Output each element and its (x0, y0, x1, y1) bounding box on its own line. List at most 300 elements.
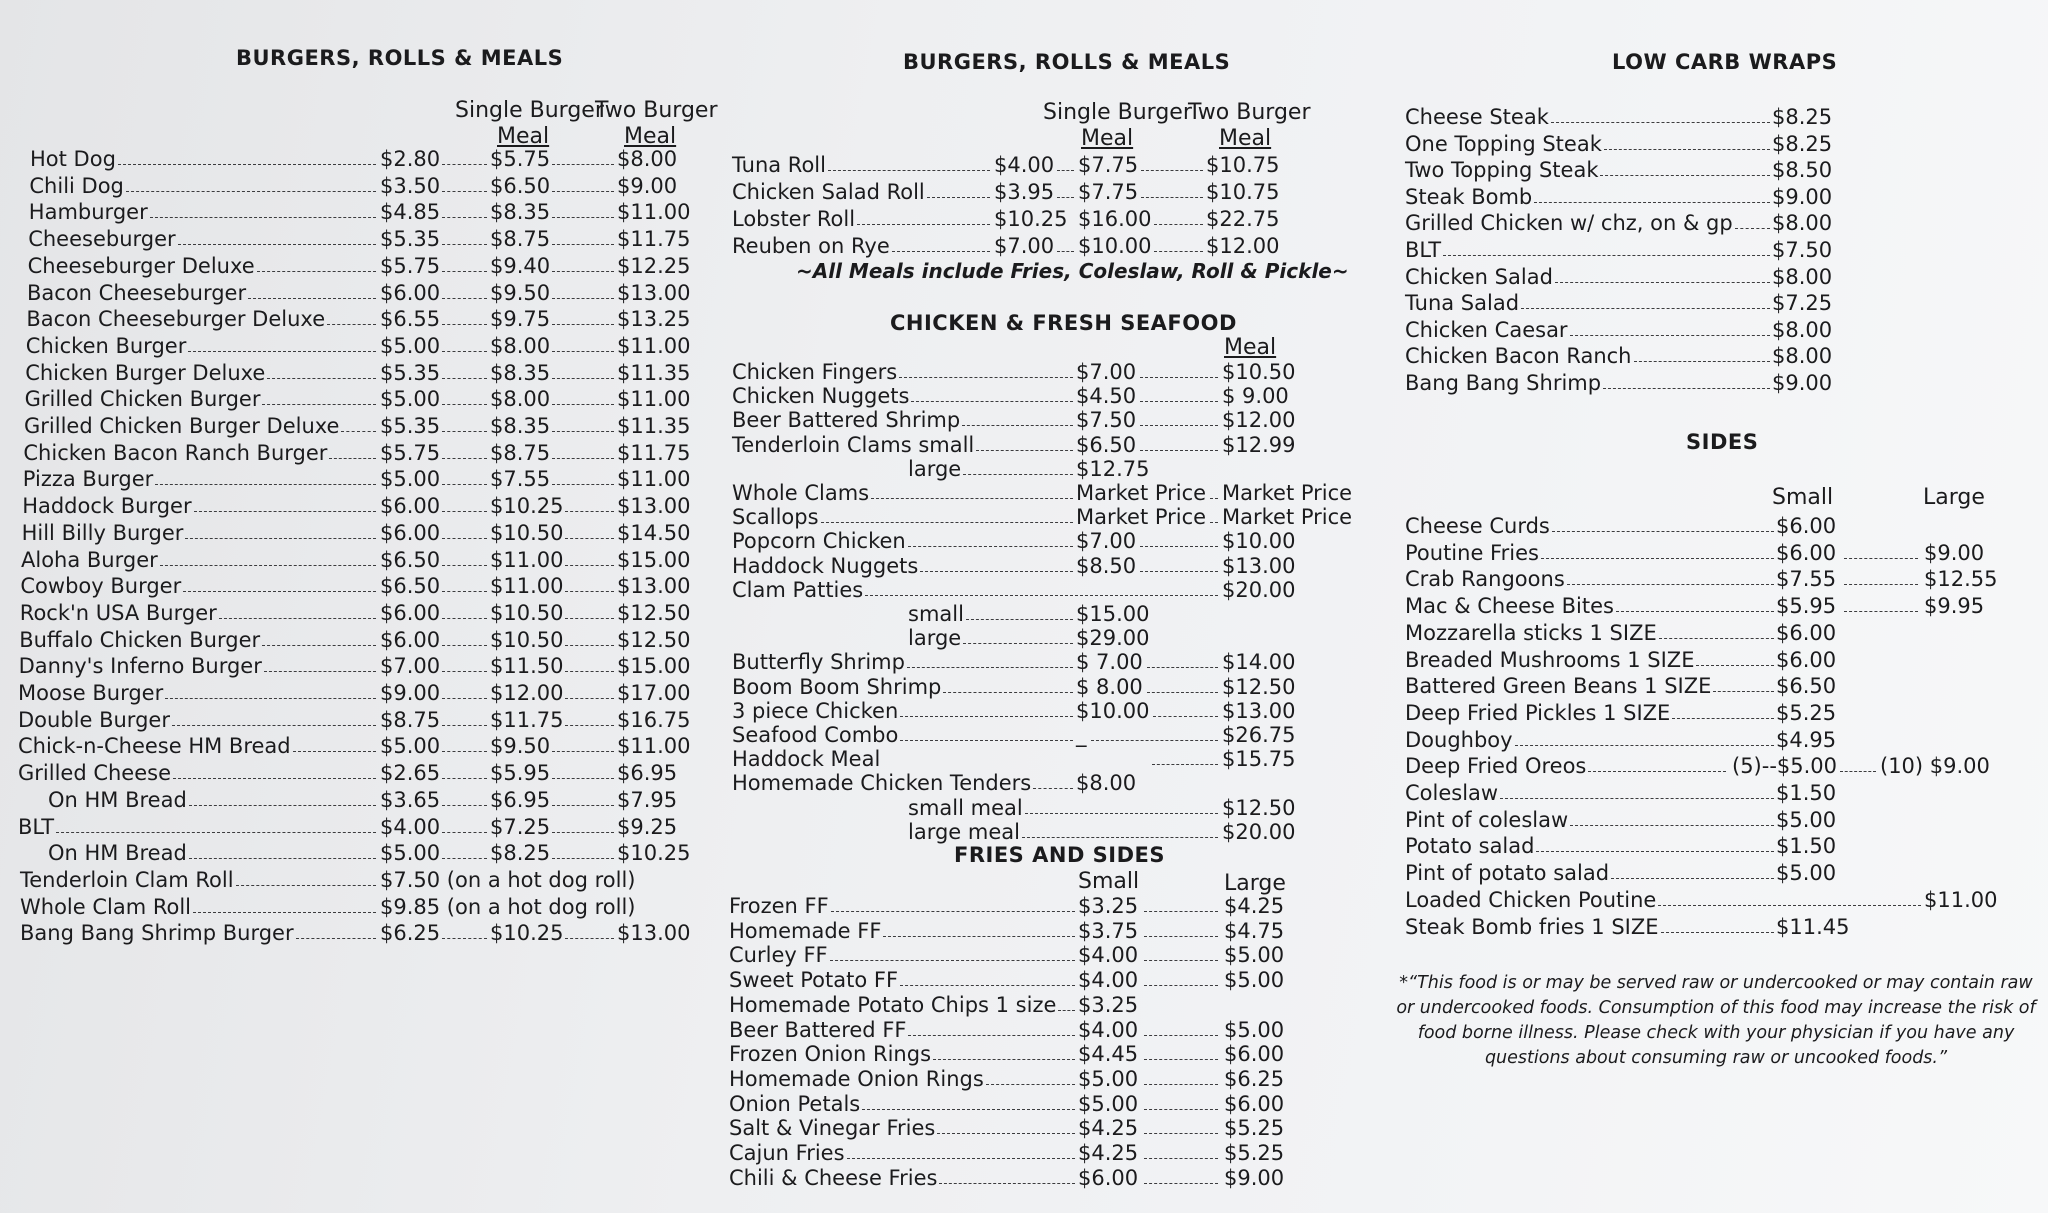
col2-header-meal1: Meal (1081, 126, 1134, 151)
item-price-two-meal: $6.95 (617, 761, 678, 786)
dash-leader (1141, 197, 1203, 198)
seafood-name: Seafood Combo (732, 723, 899, 747)
item-name: Bacon Cheeseburger (27, 280, 247, 305)
item-price-single: $5.00 (380, 333, 441, 358)
roll-price-meal2: $12.00 (1206, 234, 1280, 258)
dash-leader (442, 698, 487, 699)
seafood-meal-header: Meal (1224, 335, 1277, 360)
item-name: Cowboy Burger (20, 574, 182, 599)
wrap-name: Grilled Chicken w/ chz, on & gp (1405, 211, 1733, 236)
item-name: Aloha Burger (21, 547, 158, 572)
item-price-single-meal: $8.75 (490, 227, 551, 252)
item-name: Whole Clam Roll (20, 894, 192, 919)
item-price-two-meal: $12.25 (617, 253, 691, 278)
side-name: Steak Bomb fries 1 SIZE (1405, 914, 1659, 939)
side-name: Cheese Curds (1405, 514, 1550, 538)
side-price-small: $5.95 (1776, 594, 1837, 619)
col1-header-meal1: Meal (497, 124, 550, 149)
dash-leader (963, 474, 1073, 475)
dash-leader (1616, 611, 1774, 612)
col1-header-two: Two Burger (595, 98, 718, 123)
item-name: Bang Bang Shrimp Burger (20, 921, 294, 946)
dash-leader (442, 618, 487, 619)
dash-leader (442, 832, 487, 833)
side-name: Coleslaw (1405, 781, 1499, 805)
dash-leader (442, 324, 487, 325)
roll-price: $3.95 (994, 180, 1055, 204)
dash-leader (552, 351, 614, 352)
item-name: Buffalo Chicken Burger (19, 627, 261, 652)
dash-leader (552, 271, 614, 272)
dash-leader (1144, 911, 1218, 912)
dash-leader (165, 698, 376, 699)
dash-leader (565, 591, 614, 592)
dash-leader (1144, 1035, 1218, 1036)
seafood-title: CHICKEN & FRESH SEAFOOD (890, 311, 1237, 335)
side-name: Potato salad (1405, 834, 1535, 859)
item-price-two-meal: $11.35 (617, 360, 691, 385)
dash-leader (1844, 611, 1918, 612)
wrap-price: $9.00 (1772, 371, 1833, 395)
item-price-single: $2.65 (380, 761, 441, 786)
dash-leader (189, 805, 376, 806)
seafood-price: $12.75 (1076, 456, 1150, 481)
side-price-small: $1.50 (1776, 834, 1837, 859)
dash-leader (552, 404, 614, 405)
seafood-price: $4.50 (1076, 384, 1137, 409)
dash-leader (1144, 1183, 1218, 1184)
dash-leader (155, 484, 376, 485)
dash-leader (565, 671, 614, 672)
dash-leader (1661, 932, 1774, 933)
fries-price-small: $4.25 (1078, 1141, 1139, 1165)
seafood-name: large (908, 456, 962, 481)
item-price-single-meal: $5.95 (490, 761, 551, 786)
item-price-single: $2.80 (380, 147, 441, 171)
seafood-price-meal: $ 9.00 (1222, 384, 1289, 409)
item-name: On HM Bread (48, 841, 187, 866)
item-price-two-meal: $11.00 (617, 387, 691, 412)
item-price-two-meal: $11.00 (617, 200, 691, 225)
dash-leader (442, 858, 487, 859)
roll-price-meal2: $10.75 (1206, 180, 1280, 204)
seafood-price: $6.50 (1076, 432, 1137, 457)
dash-leader (937, 1133, 1075, 1134)
dash-leader (442, 164, 487, 165)
dash-leader (565, 645, 614, 646)
fries-price-large: $5.25 (1224, 1116, 1285, 1141)
dash-leader (1570, 825, 1774, 826)
item-price-two-meal: $13.00 (617, 921, 691, 946)
roll-price-meal1: $7.75 (1078, 153, 1139, 177)
dash-leader (1551, 122, 1770, 123)
seafood-name: Homemade Chicken Tenders (732, 771, 1032, 796)
item-price-two-meal: $9.00 (617, 173, 678, 198)
col2-header-meal2: Meal (1219, 126, 1272, 151)
wrap-name: Chicken Caesar (1405, 317, 1568, 342)
item-price-two-meal: $10.25 (617, 841, 691, 866)
side-price-small: $6.00 (1776, 540, 1837, 565)
item-name: Rock'n USA Burger (19, 600, 217, 625)
item-price-single-meal: $11.50 (490, 654, 564, 679)
wrap-price: $9.00 (1772, 184, 1833, 209)
dash-leader (1144, 985, 1218, 986)
item-price-single-meal: $9.40 (490, 253, 551, 278)
dash-leader (442, 751, 487, 752)
side-name: Poutine Fries (1405, 540, 1539, 565)
fries-name: Beer Battered FF (729, 1017, 907, 1042)
fries-price-small: $3.25 (1078, 992, 1139, 1017)
col2-title: BURGERS, ROLLS & MEALS (903, 50, 1231, 74)
fries-price-large: $4.25 (1224, 894, 1285, 918)
item-price-single: $6.00 (380, 520, 441, 545)
roll-price-meal2: $22.75 (1206, 207, 1280, 231)
item-price-two-meal: $12.50 (617, 600, 691, 625)
fries-price-large: $6.00 (1224, 1091, 1285, 1116)
dash-leader (552, 244, 614, 245)
dash-leader (1567, 584, 1774, 585)
seafood-name: large meal (908, 819, 1020, 844)
side-price-large: (10) $9.00 (1880, 754, 1990, 779)
item-price-single-meal: $6.50 (490, 173, 551, 198)
dash-leader (442, 671, 487, 672)
dash-leader (552, 431, 614, 432)
side-name: Mac & Cheese Bites (1405, 594, 1614, 619)
seafood-name: Chicken Nuggets (732, 384, 910, 409)
roll-price: $4.00 (994, 153, 1055, 177)
dash-leader (150, 217, 376, 218)
meals-note: ~All Meals include Fries, Coleslaw, Roll & Pickle~ (796, 259, 1349, 283)
dash-leader (976, 450, 1073, 451)
dash-leader (1057, 170, 1074, 171)
dash-leader (188, 351, 376, 352)
food-safety-disclaimer: *“This food is or may be served raw or undercooked or may contain raw or undercooked foods. Consumption of this food may increase the risk of food borne illness. Please check with your physician if you have any questions about consuming raw or uncooked foods.” (1396, 973, 2036, 1068)
item-price-two-meal: $12.50 (617, 627, 691, 652)
side-price-small: $6.50 (1776, 674, 1837, 699)
item-price-single: $6.00 (380, 280, 441, 305)
dash-leader (900, 985, 1075, 986)
fries-name: Homemade FF (729, 918, 882, 943)
dash-leader (920, 571, 1073, 572)
roll-name: Lobster Roll (732, 207, 856, 231)
fries-price-small: $5.00 (1078, 1066, 1139, 1091)
side-price-large: $11.00 (1924, 887, 1998, 912)
item-name: Tenderloin Clam Roll (20, 867, 234, 892)
dash-leader (442, 511, 487, 512)
dash-leader (1025, 813, 1218, 814)
item-price-two-meal: $11.00 (617, 734, 691, 759)
dash-leader (262, 645, 376, 646)
seafood-name: Scallops (732, 505, 819, 530)
item-price-two-meal: $11.35 (617, 414, 691, 438)
dash-leader (871, 498, 1073, 499)
dash-leader (1144, 1158, 1218, 1159)
fries-price-large: $5.00 (1224, 1017, 1285, 1042)
dash-leader (1696, 665, 1774, 666)
dash-leader (1057, 251, 1074, 252)
wrap-price: $8.00 (1772, 317, 1833, 342)
dash-leader (442, 191, 487, 192)
seafood-price-meal: Market Price (1222, 505, 1353, 530)
side-price-small: $4.95 (1776, 727, 1837, 752)
seafood-price: $10.00 (1076, 698, 1150, 723)
dash-leader (1022, 837, 1218, 838)
side-name: Doughboy (1405, 727, 1513, 752)
fries-price-large: $5.00 (1224, 943, 1285, 968)
dash-leader (183, 591, 376, 592)
seafood-price: $ 8.00 (1076, 674, 1143, 699)
item-price-single-meal: $8.00 (490, 333, 551, 358)
item-name: Chicken Bacon Ranch Burger (23, 440, 328, 465)
fries-header-large: Large (1224, 871, 1286, 896)
item-price-two-meal: $8.00 (617, 147, 678, 171)
dash-leader (1555, 282, 1770, 283)
fries-price-small: $3.25 (1078, 894, 1139, 918)
dash-leader (442, 805, 487, 806)
fries-price-small: $6.00 (1078, 1165, 1139, 1190)
dash-leader (565, 538, 614, 539)
item-price-single-meal: $7.25 (490, 814, 551, 839)
side-name: Crab Rangoons (1405, 567, 1565, 592)
wrap-price: $7.25 (1772, 291, 1833, 316)
seafood-price-meal: $12.00 (1222, 408, 1296, 433)
seafood-name: Beer Battered Shrimp (732, 408, 961, 433)
dash-leader (883, 936, 1075, 937)
item-price-single-meal: $8.25 (490, 841, 551, 866)
fries-name: Salt & Vinegar Fries (729, 1116, 936, 1141)
dash-leader (442, 778, 487, 779)
dash-leader (262, 404, 376, 405)
wrap-name: Chicken Bacon Ranch (1405, 344, 1632, 369)
dash-leader (442, 351, 487, 352)
dash-leader (1588, 771, 1726, 772)
item-price-two-meal: $11.75 (617, 227, 691, 252)
seafood-price: $29.00 (1076, 626, 1150, 651)
dash-leader (172, 725, 376, 726)
dash-leader (927, 197, 990, 198)
dash-leader (1210, 522, 1218, 523)
side-name: Loaded Chicken Poutine (1405, 887, 1657, 912)
dash-leader (185, 538, 376, 539)
seafood-price: Market Price (1076, 505, 1207, 530)
item-price-single: $6.25 (380, 921, 441, 946)
item-price-single-meal: $7.55 (490, 467, 551, 492)
dash-leader (1144, 1084, 1218, 1085)
fries-name: Homemade Onion Rings (729, 1066, 984, 1091)
fries-price-large: $5.25 (1224, 1141, 1285, 1165)
seafood-price-meal: $10.00 (1222, 529, 1296, 554)
item-name: Danny's Inferno Burger (18, 654, 262, 679)
seafood-name: Popcorn Chicken (732, 529, 906, 554)
dash-leader (1552, 531, 1774, 532)
item-price-single-meal: $9.75 (490, 307, 551, 332)
wrap-name: Bang Bang Shrimp (1405, 371, 1602, 395)
item-name: On HM Bread (48, 787, 187, 812)
side-price-large: $9.95 (1924, 594, 1985, 619)
item-price-single-meal: $10.25 (490, 921, 564, 946)
seafood-name: Whole Clams (732, 481, 870, 505)
dash-leader (1672, 718, 1774, 719)
item-price-single-meal: $11.75 (490, 707, 564, 732)
side-price-small: $6.00 (1776, 620, 1837, 645)
seafood-price: Market Price (1076, 481, 1207, 505)
seafood-price: $7.00 (1076, 529, 1137, 554)
seafood-price-meal: $13.00 (1222, 553, 1296, 578)
item-price-single: $5.00 (380, 467, 441, 492)
item-name: Cheeseburger (28, 227, 176, 252)
wrap-name: Steak Bomb (1405, 184, 1533, 209)
fries-price-large: $9.00 (1224, 1165, 1285, 1190)
fries-price-small: $4.25 (1078, 1116, 1139, 1141)
item-price-single-meal: $8.35 (490, 360, 551, 385)
item-name: Chick-n-Cheese HM Bread (18, 734, 291, 759)
seafood-name: small meal (908, 795, 1023, 820)
fries-name: Cajun Fries (729, 1141, 845, 1165)
dash-leader (341, 431, 376, 432)
dash-leader (1541, 558, 1774, 559)
item-price-single: $3.65 (380, 787, 441, 812)
item-price-single: $5.75 (380, 253, 441, 278)
side-price-small: $5.00 (1776, 861, 1837, 886)
dash-leader (966, 619, 1073, 620)
item-price-single-meal: $10.50 (490, 600, 564, 625)
roll-price-meal2: $10.75 (1206, 153, 1280, 177)
roll-price-meal1: $16.00 (1078, 207, 1152, 231)
item-price-single: $5.35 (380, 360, 441, 385)
wrap-price: $7.50 (1772, 238, 1833, 262)
dash-leader (442, 271, 487, 272)
dash-leader (986, 1084, 1075, 1085)
item-price-single-meal: $8.35 (490, 200, 551, 225)
dash-leader (1147, 667, 1218, 668)
dash-leader (900, 740, 1073, 741)
item-price-two-meal: $16.75 (617, 707, 691, 732)
dash-leader (565, 618, 614, 619)
item-price-single: $5.35 (380, 227, 441, 252)
item-name: Grilled Chicken Burger (24, 387, 261, 412)
dash-leader (552, 164, 614, 165)
seafood-price-meal: $26.75 (1222, 723, 1296, 747)
dash-leader (552, 832, 614, 833)
dash-leader (857, 224, 990, 225)
item-price-single-meal: $11.00 (490, 574, 564, 599)
dash-leader (236, 885, 376, 886)
dash-leader (943, 692, 1073, 693)
seafood-price-meal: $12.50 (1222, 795, 1296, 820)
dash-leader (565, 725, 614, 726)
item-name: Pizza Burger (22, 467, 154, 492)
fries-header-small: Small (1078, 869, 1140, 894)
dash-leader (1141, 170, 1203, 171)
seafood-name: Boom Boom Shrimp (732, 674, 942, 699)
item-price-two-meal: $13.25 (617, 307, 691, 332)
seafood-name: large (908, 626, 962, 651)
dash-leader (1210, 498, 1218, 499)
dash-leader (831, 911, 1075, 912)
seafood-price: $ 7.00 (1076, 650, 1143, 675)
item-price-single-meal: $10.50 (490, 627, 564, 652)
item-name: Grilled Cheese (18, 761, 172, 786)
seafood-name: Chicken Fingers (732, 360, 898, 384)
dash-leader (178, 244, 376, 245)
dash-leader (1521, 308, 1770, 309)
item-price-two-meal: $13.00 (617, 494, 691, 519)
seafood-price-meal: $12.50 (1222, 674, 1296, 699)
dash-leader (847, 1158, 1075, 1159)
seafood-price-meal: $14.00 (1222, 650, 1296, 675)
side-price-small: $11.45 (1776, 914, 1850, 939)
item-price-single: $5.00 (380, 387, 441, 412)
dash-leader (1057, 197, 1074, 198)
seafood-price-meal: $20.00 (1222, 819, 1296, 844)
dash-leader (442, 244, 487, 245)
item-name: Moose Burger (18, 681, 164, 705)
side-price-large: $12.55 (1924, 567, 1998, 592)
col1-header-single: Single Burger (455, 98, 604, 123)
dash-leader (442, 725, 487, 726)
wrap-name: Tuna Salad (1405, 291, 1520, 316)
fries-title: FRIES AND SIDES (954, 843, 1166, 867)
dash-leader (1603, 388, 1770, 389)
fries-name: Chili & Cheese Fries (729, 1165, 938, 1190)
side-price-small: (5)--$5.00 (1732, 754, 1838, 779)
seafood-name: Clam Patties (732, 577, 864, 602)
item-name: Bacon Cheeseburger Deluxe (26, 307, 326, 332)
dash-leader (219, 618, 376, 619)
dash-leader (1634, 361, 1771, 362)
side-price-small: $6.00 (1776, 647, 1837, 672)
item-name: Cheeseburger Deluxe (27, 253, 255, 278)
item-price-single: $5.00 (380, 841, 441, 866)
dash-leader (552, 858, 614, 859)
item-price-two-meal: $11.75 (617, 440, 691, 465)
dash-leader (892, 251, 990, 252)
fries-price-large: $5.00 (1224, 968, 1285, 993)
wrap-name: One Topping Steak (1405, 131, 1602, 156)
dash-leader (1611, 878, 1774, 879)
fries-price-large: $4.75 (1224, 918, 1285, 943)
dash-leader (939, 1183, 1075, 1184)
fries-price-small: $3.75 (1078, 918, 1139, 943)
item-price-two-meal: $13.00 (617, 280, 691, 305)
item-price-single-meal: $10.50 (490, 520, 564, 545)
item-price-single-meal: $9.50 (490, 280, 551, 305)
dash-leader (293, 751, 376, 752)
dash-leader (900, 716, 1073, 717)
fries-price-small: $5.00 (1078, 1091, 1139, 1116)
dash-leader (442, 404, 487, 405)
dash-leader (1140, 546, 1218, 547)
item-price-single-meal: $8.75 (490, 440, 551, 465)
dash-leader (173, 778, 376, 779)
dash-leader (329, 458, 376, 459)
dash-leader (56, 832, 376, 833)
item-name: Haddock Burger (22, 494, 192, 519)
wrap-name: Cheese Steak (1405, 105, 1549, 129)
dash-leader (327, 324, 376, 325)
item-price-single: $9.00 (380, 681, 441, 705)
item-price-two-meal: $13.00 (617, 574, 691, 599)
dash-leader (126, 191, 376, 192)
side-price-small: $1.50 (1776, 781, 1837, 805)
item-price-single: $6.00 (380, 494, 441, 519)
fries-price-small: $4.00 (1078, 968, 1139, 993)
dash-leader (1443, 255, 1770, 256)
item-name: Chicken Burger (25, 333, 187, 358)
dash-leader (1844, 584, 1918, 585)
dash-leader (1154, 224, 1203, 225)
seafood-price: $15.00 (1076, 602, 1150, 626)
